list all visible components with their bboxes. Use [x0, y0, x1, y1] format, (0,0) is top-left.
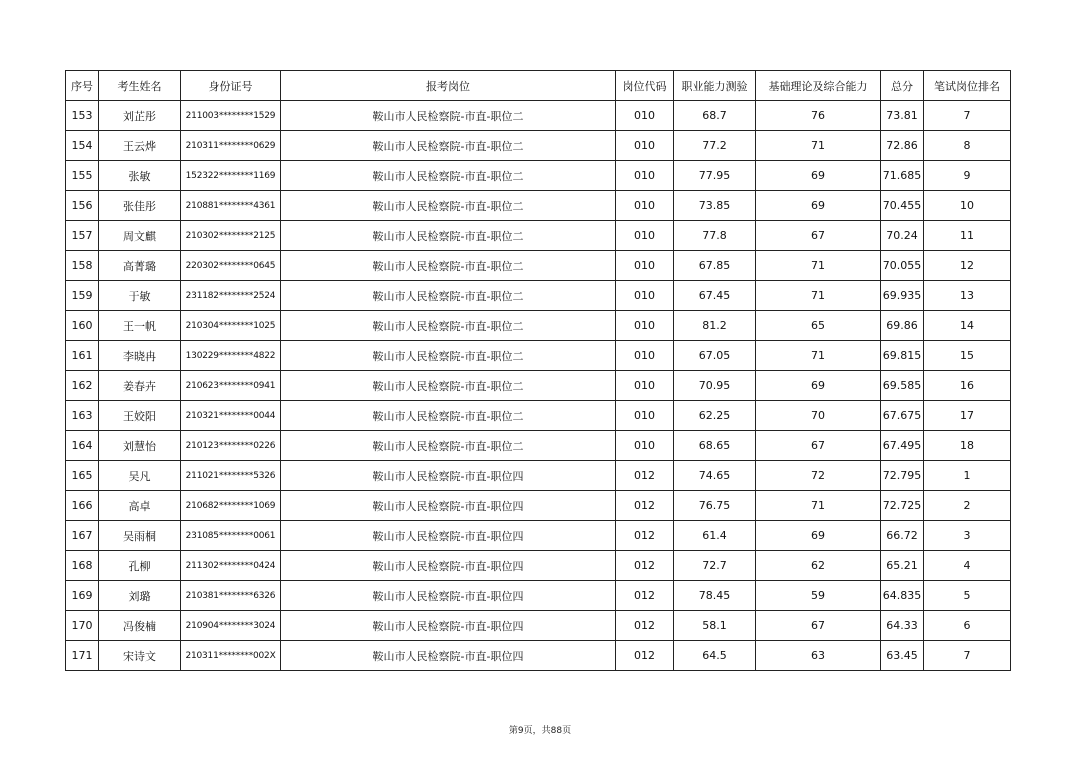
cell-theory-score: 71 — [756, 341, 881, 371]
cell-position: 鞍山市人民检察院-市直-职位二 — [281, 311, 616, 341]
cell-rank: 6 — [924, 611, 1011, 641]
table-row — [66, 551, 1011, 581]
table-row — [66, 401, 1011, 431]
cell-theory-score: 69 — [756, 371, 881, 401]
cell-rank: 4 — [924, 551, 1011, 581]
cell-rank: 18 — [924, 431, 1011, 461]
cell-name: 高卓 — [99, 491, 181, 521]
cell-position-code: 012 — [616, 521, 674, 551]
cell-id-number: 210321********0044 — [181, 401, 281, 431]
cell-id-number: 130229********4822 — [181, 341, 281, 371]
cell-aptitude-test: 62.25 — [674, 401, 756, 431]
cell-total-score: 70.455 — [881, 191, 924, 221]
cell-id-number: 210123********0226 — [181, 431, 281, 461]
cell-position: 鞍山市人民检察院-市直-职位四 — [281, 491, 616, 521]
cell-name: 王姣阳 — [99, 401, 181, 431]
cell-seq: 171 — [66, 641, 99, 671]
cell-seq: 163 — [66, 401, 99, 431]
table-row — [66, 281, 1011, 311]
cell-id-number: 210682********1069 — [181, 491, 281, 521]
cell-position: 鞍山市人民检察院-市直-职位二 — [281, 101, 616, 131]
cell-total-score: 64.835 — [881, 581, 924, 611]
cell-position-code: 010 — [616, 311, 674, 341]
cell-theory-score: 71 — [756, 281, 881, 311]
header-name: 考生姓名 — [99, 71, 181, 101]
cell-position-code: 012 — [616, 491, 674, 521]
cell-name: 刘慧怡 — [99, 431, 181, 461]
cell-name: 吴凡 — [99, 461, 181, 491]
cell-seq: 159 — [66, 281, 99, 311]
cell-theory-score: 59 — [756, 581, 881, 611]
cell-position-code: 012 — [616, 461, 674, 491]
cell-rank: 12 — [924, 251, 1011, 281]
cell-name: 王云烨 — [99, 131, 181, 161]
cell-position-code: 012 — [616, 551, 674, 581]
cell-position-code: 010 — [616, 221, 674, 251]
cell-position: 鞍山市人民检察院-市直-职位二 — [281, 131, 616, 161]
cell-total-score: 69.815 — [881, 341, 924, 371]
cell-name: 孔柳 — [99, 551, 181, 581]
cell-total-score: 66.72 — [881, 521, 924, 551]
table-row — [66, 581, 1011, 611]
cell-rank: 1 — [924, 461, 1011, 491]
cell-rank: 11 — [924, 221, 1011, 251]
cell-theory-score: 69 — [756, 521, 881, 551]
header-rank: 笔试岗位排名 — [924, 71, 1011, 101]
cell-aptitude-test: 81.2 — [674, 311, 756, 341]
cell-seq: 166 — [66, 491, 99, 521]
cell-name: 于敏 — [99, 281, 181, 311]
header-position-code: 岗位代码 — [616, 71, 674, 101]
cell-id-number: 210881********4361 — [181, 191, 281, 221]
cell-name: 姜春卉 — [99, 371, 181, 401]
cell-id-number: 210381********6326 — [181, 581, 281, 611]
cell-total-score: 70.24 — [881, 221, 924, 251]
cell-position: 鞍山市人民检察院-市直-职位二 — [281, 281, 616, 311]
cell-total-score: 67.495 — [881, 431, 924, 461]
header-theory-score: 基础理论及综合能力 — [756, 71, 881, 101]
table-row — [66, 191, 1011, 221]
cell-theory-score: 63 — [756, 641, 881, 671]
cell-total-score: 67.675 — [881, 401, 924, 431]
cell-position-code: 012 — [616, 611, 674, 641]
table-row — [66, 341, 1011, 371]
cell-name: 刘璐 — [99, 581, 181, 611]
cell-id-number: 210311********002X — [181, 641, 281, 671]
cell-seq: 158 — [66, 251, 99, 281]
cell-rank: 15 — [924, 341, 1011, 371]
table-body — [66, 101, 1011, 671]
cell-seq: 156 — [66, 191, 99, 221]
cell-id-number: 231085********0061 — [181, 521, 281, 551]
cell-seq: 153 — [66, 101, 99, 131]
cell-rank: 17 — [924, 401, 1011, 431]
cell-position: 鞍山市人民检察院-市直-职位四 — [281, 611, 616, 641]
cell-theory-score: 67 — [756, 611, 881, 641]
cell-aptitude-test: 68.65 — [674, 431, 756, 461]
cell-theory-score: 69 — [756, 161, 881, 191]
cell-position-code: 010 — [616, 161, 674, 191]
cell-position: 鞍山市人民检察院-市直-职位四 — [281, 581, 616, 611]
cell-rank: 9 — [924, 161, 1011, 191]
cell-theory-score: 70 — [756, 401, 881, 431]
cell-id-number: 211021********5326 — [181, 461, 281, 491]
table-row — [66, 131, 1011, 161]
cell-theory-score: 76 — [756, 101, 881, 131]
cell-total-score: 70.055 — [881, 251, 924, 281]
cell-position-code: 010 — [616, 371, 674, 401]
cell-seq: 165 — [66, 461, 99, 491]
cell-total-score: 72.725 — [881, 491, 924, 521]
cell-rank: 14 — [924, 311, 1011, 341]
cell-rank: 16 — [924, 371, 1011, 401]
cell-theory-score: 62 — [756, 551, 881, 581]
score-table — [65, 70, 1011, 671]
cell-name: 张敏 — [99, 161, 181, 191]
cell-aptitude-test: 70.95 — [674, 371, 756, 401]
cell-aptitude-test: 58.1 — [674, 611, 756, 641]
cell-theory-score: 67 — [756, 221, 881, 251]
cell-name: 刘芷彤 — [99, 101, 181, 131]
cell-position: 鞍山市人民检察院-市直-职位二 — [281, 251, 616, 281]
cell-id-number: 210623********0941 — [181, 371, 281, 401]
cell-theory-score: 65 — [756, 311, 881, 341]
cell-id-number: 220302********0645 — [181, 251, 281, 281]
table-row — [66, 221, 1011, 251]
cell-seq: 160 — [66, 311, 99, 341]
header-seq: 序号 — [66, 71, 99, 101]
cell-position-code: 010 — [616, 191, 674, 221]
cell-total-score: 72.86 — [881, 131, 924, 161]
table-row — [66, 101, 1011, 131]
header-id-number: 身份证号 — [181, 71, 281, 101]
cell-position: 鞍山市人民检察院-市直-职位二 — [281, 401, 616, 431]
table-row — [66, 161, 1011, 191]
cell-id-number: 210304********1025 — [181, 311, 281, 341]
cell-aptitude-test: 73.85 — [674, 191, 756, 221]
cell-theory-score: 71 — [756, 251, 881, 281]
header-total-score: 总分 — [881, 71, 924, 101]
cell-id-number: 231182********2524 — [181, 281, 281, 311]
cell-seq: 170 — [66, 611, 99, 641]
cell-position: 鞍山市人民检察院-市直-职位四 — [281, 521, 616, 551]
cell-position-code: 010 — [616, 101, 674, 131]
cell-position: 鞍山市人民检察院-市直-职位二 — [281, 191, 616, 221]
table-row — [66, 641, 1011, 671]
cell-aptitude-test: 77.2 — [674, 131, 756, 161]
table-row — [66, 491, 1011, 521]
cell-name: 高菁璐 — [99, 251, 181, 281]
cell-aptitude-test: 67.85 — [674, 251, 756, 281]
cell-rank: 8 — [924, 131, 1011, 161]
table-row — [66, 371, 1011, 401]
cell-position: 鞍山市人民检察院-市直-职位二 — [281, 431, 616, 461]
cell-name: 冯俊楠 — [99, 611, 181, 641]
cell-position: 鞍山市人民检察院-市直-职位四 — [281, 551, 616, 581]
cell-name: 李晓冉 — [99, 341, 181, 371]
cell-aptitude-test: 68.7 — [674, 101, 756, 131]
cell-id-number: 152322********1169 — [181, 161, 281, 191]
cell-position-code: 010 — [616, 401, 674, 431]
cell-name: 王一帆 — [99, 311, 181, 341]
cell-position-code: 010 — [616, 281, 674, 311]
cell-rank: 10 — [924, 191, 1011, 221]
cell-position: 鞍山市人民检察院-市直-职位二 — [281, 161, 616, 191]
cell-aptitude-test: 64.5 — [674, 641, 756, 671]
cell-position-code: 010 — [616, 431, 674, 461]
cell-position-code: 012 — [616, 581, 674, 611]
cell-position-code: 012 — [616, 641, 674, 671]
cell-name: 宋诗文 — [99, 641, 181, 671]
cell-total-score: 69.585 — [881, 371, 924, 401]
cell-seq: 154 — [66, 131, 99, 161]
cell-rank: 7 — [924, 641, 1011, 671]
cell-aptitude-test: 61.4 — [674, 521, 756, 551]
cell-seq: 167 — [66, 521, 99, 551]
cell-total-score: 65.21 — [881, 551, 924, 581]
cell-total-score: 71.685 — [881, 161, 924, 191]
cell-theory-score: 71 — [756, 491, 881, 521]
cell-aptitude-test: 76.75 — [674, 491, 756, 521]
cell-theory-score: 72 — [756, 461, 881, 491]
cell-name: 张佳彤 — [99, 191, 181, 221]
table-row — [66, 251, 1011, 281]
cell-rank: 2 — [924, 491, 1011, 521]
header-row — [66, 71, 1011, 101]
cell-id-number: 211003********1529 — [181, 101, 281, 131]
table-row — [66, 311, 1011, 341]
cell-total-score: 64.33 — [881, 611, 924, 641]
cell-aptitude-test: 74.65 — [674, 461, 756, 491]
cell-position: 鞍山市人民检察院-市直-职位二 — [281, 341, 616, 371]
header-aptitude-test: 职业能力测验 — [674, 71, 756, 101]
cell-aptitude-test: 72.7 — [674, 551, 756, 581]
cell-rank: 3 — [924, 521, 1011, 551]
header-position: 报考岗位 — [281, 71, 616, 101]
cell-position: 鞍山市人民检察院-市直-职位四 — [281, 641, 616, 671]
cell-position-code: 010 — [616, 251, 674, 281]
cell-seq: 168 — [66, 551, 99, 581]
cell-seq: 162 — [66, 371, 99, 401]
cell-position-code: 010 — [616, 131, 674, 161]
cell-rank: 7 — [924, 101, 1011, 131]
cell-aptitude-test: 67.05 — [674, 341, 756, 371]
cell-theory-score: 67 — [756, 431, 881, 461]
table-row — [66, 521, 1011, 551]
cell-id-number: 211302********0424 — [181, 551, 281, 581]
cell-position: 鞍山市人民检察院-市直-职位二 — [281, 371, 616, 401]
cell-rank: 5 — [924, 581, 1011, 611]
cell-id-number: 210302********2125 — [181, 221, 281, 251]
cell-aptitude-test: 67.45 — [674, 281, 756, 311]
cell-seq: 164 — [66, 431, 99, 461]
cell-aptitude-test: 77.8 — [674, 221, 756, 251]
cell-total-score: 69.86 — [881, 311, 924, 341]
page-footer: 第9页，共88页 — [508, 726, 572, 736]
cell-theory-score: 71 — [756, 131, 881, 161]
cell-seq: 157 — [66, 221, 99, 251]
cell-id-number: 210904********3024 — [181, 611, 281, 641]
cell-seq: 169 — [66, 581, 99, 611]
cell-total-score: 73.81 — [881, 101, 924, 131]
cell-total-score: 72.795 — [881, 461, 924, 491]
cell-id-number: 210311********0629 — [181, 131, 281, 161]
table-row — [66, 431, 1011, 461]
cell-theory-score: 69 — [756, 191, 881, 221]
cell-rank: 13 — [924, 281, 1011, 311]
table-row — [66, 461, 1011, 491]
cell-position-code: 010 — [616, 341, 674, 371]
cell-name: 吴雨桐 — [99, 521, 181, 551]
cell-position: 鞍山市人民检察院-市直-职位四 — [281, 461, 616, 491]
cell-seq: 161 — [66, 341, 99, 371]
cell-position: 鞍山市人民检察院-市直-职位二 — [281, 221, 616, 251]
cell-name: 周文麒 — [99, 221, 181, 251]
cell-seq: 155 — [66, 161, 99, 191]
table-row — [66, 611, 1011, 641]
cell-total-score: 69.935 — [881, 281, 924, 311]
cell-aptitude-test: 77.95 — [674, 161, 756, 191]
cell-aptitude-test: 78.45 — [674, 581, 756, 611]
cell-total-score: 63.45 — [881, 641, 924, 671]
